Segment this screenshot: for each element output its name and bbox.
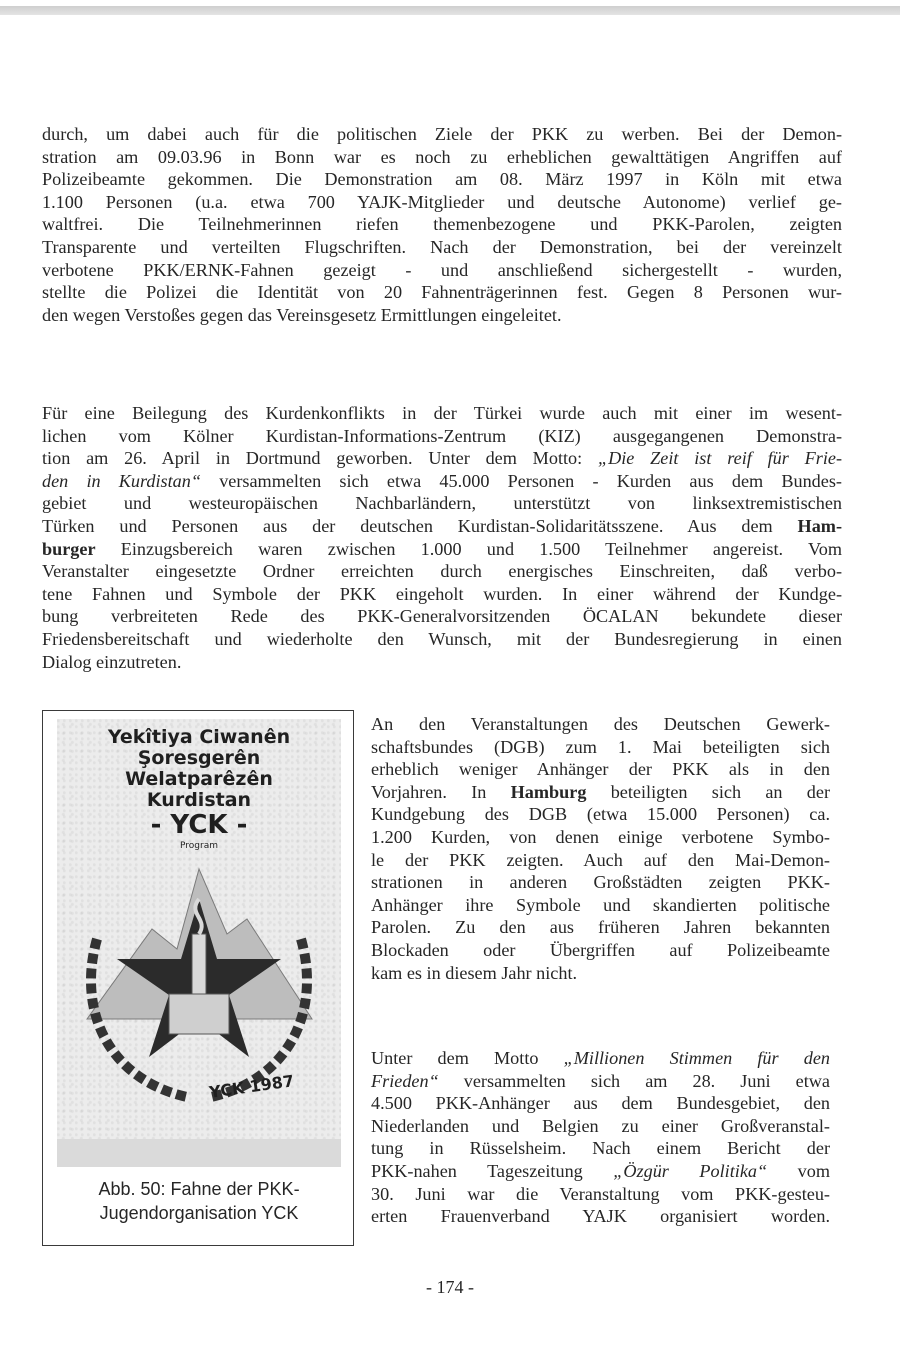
text-line: 30. Juni war die Veranstaltung vom PKK-gesteu- bbox=[371, 1183, 830, 1204]
text-line: kam es in diesem Jahr nicht. bbox=[371, 962, 578, 983]
text-line: tung in Rüsselsheim. Nach einem Bericht der bbox=[371, 1138, 830, 1159]
motto-text: „Millionen Stimmen für den bbox=[563, 1048, 830, 1068]
text-run: Vorjahren. In bbox=[371, 781, 511, 802]
text-line: verbotene PKK/ERNK-Fahnen gezeigt - und anschließend sichergestellt - wurden, bbox=[42, 259, 842, 280]
text-line: Anhänger ihre Symbole und skandierten politische bbox=[371, 894, 830, 915]
text-line: Für eine Beilegung des Kurdenkonflikts in der Türkei wurde auch mit einer im wesent- bbox=[42, 403, 842, 423]
paragraph-demonstrations-cologne bbox=[42, 123, 842, 326]
text-line: le der PKK zeigten. Auch auf den Mai-Demon- bbox=[371, 849, 830, 870]
text-run: vom bbox=[767, 1160, 830, 1181]
poster-line: - YCK - bbox=[150, 810, 248, 840]
text-line: tene Fahnen und Symbole der PKK eingeholt wurden. In einer während der Kundge- bbox=[42, 583, 842, 604]
text-line bbox=[371, 1047, 830, 1070]
text-run: tion am 26. April in Dortmund geworben. Unter dem Motto: bbox=[42, 448, 598, 469]
text-line: bung verbreiteten Rede des PKK-Generalvorsitzenden ÖCALAN bekundete dieser bbox=[42, 606, 842, 627]
text-run: beteiligten sich an der bbox=[586, 781, 831, 802]
text-line: den wegen Verstoßes gegen das Vereinsgesetz Ermittlungen eingeleitet. bbox=[42, 304, 562, 325]
paragraph-may-day bbox=[371, 713, 830, 984]
text-line: stellte die Polizei die Identität von 20 Fahnenträgerinnen fest. Gegen 8 Personen wur- bbox=[42, 282, 842, 303]
motto-text: „Die Zeit ist reif für Frie- bbox=[598, 448, 843, 469]
text-line: Transparente und verteilten Flugschriften. Nach der Demonstration, bei der vereinzelt bbox=[42, 236, 842, 257]
poster-line: Kurdistan bbox=[146, 789, 252, 811]
emphasis-hamburg: burger bbox=[42, 538, 96, 559]
text-line: Blockaden oder Übergriffen auf Polizeibeamte bbox=[371, 939, 830, 960]
text-line: 1.100 Personen (u.a. etwa 700 YAJK-Mitglieder und deutsche Autonome) verlief ge- bbox=[42, 191, 842, 212]
text-line bbox=[42, 538, 842, 561]
text-line bbox=[42, 470, 842, 493]
caption-line: Abb. 50: Fahne der PKK- bbox=[98, 1179, 300, 1199]
text-line: erheblich weniger Anhänger der PKK als in den bbox=[371, 759, 830, 780]
text-line bbox=[371, 1070, 830, 1093]
poster-line: Program bbox=[180, 841, 218, 851]
scan-top-edge bbox=[0, 6, 900, 15]
text-line: Kundgebung des DGB (etwa 15.000 Personen) ca. bbox=[371, 804, 830, 825]
motto-text: Frieden“ bbox=[371, 1070, 439, 1091]
emphasis-hamburg: Ham- bbox=[797, 515, 842, 536]
text-line: 4.500 PKK-Anhänger aus dem Bundesgebiet, den bbox=[371, 1093, 830, 1114]
text-run: Einzugsbereich waren zwischen 1.000 und 1.500 Teilnehmer angereist. Vom bbox=[95, 538, 842, 559]
text-line: gebiet und westeuropäischen Nachbarländern, unterstützt von linksextremistischen bbox=[42, 493, 842, 514]
text-run: versammelten sich etwa 45.000 Personen - Kurden aus dem Bundes- bbox=[201, 470, 842, 491]
text-line bbox=[371, 781, 830, 804]
text-line: Veranstalter eingesetzte Ordner erreichten durch energisches Einschreiten, daß verbo- bbox=[42, 561, 842, 582]
text-line: strationen in anderen Großstädten zeigten PKK- bbox=[371, 872, 830, 893]
text-run: Türken und Personen aus der deutschen Kurdistan-Solidaritätsszene. Aus dem bbox=[42, 515, 798, 536]
yck-poster-image bbox=[57, 719, 341, 1167]
poster-year: YCK 1987 bbox=[208, 1071, 296, 1102]
text-line: Polizeibeamte gekommen. Die Demonstration am 08. März 1997 in Köln mit etwa bbox=[42, 169, 842, 190]
text-line: An den Veranstaltungen des Deutschen Gewerk- bbox=[371, 714, 830, 734]
figure-caption bbox=[51, 1177, 347, 1225]
text-line: waltfrei. Die Teilnehmerinnen riefen themenbezogene und PKK-Parolen, zeigten bbox=[42, 214, 842, 235]
paragraph-dortmund-demonstration bbox=[42, 402, 842, 673]
text-line: stration am 09.03.96 in Bonn war es noch zu erheblichen gewalttätigen Angriffen auf bbox=[42, 146, 842, 167]
text-run: PKK-nahen Tageszeitung bbox=[371, 1160, 614, 1181]
text-line: durch, um dabei auch für die politischen Ziele der PKK zu werben. Bei der Demon- bbox=[42, 124, 842, 144]
text-line: lichen vom Kölner Kurdistan-Informations-Zentrum (KIZ) ausgegangenen Demonstra- bbox=[42, 425, 842, 446]
text-line: 1.200 Kurden, von denen einige verbotene Symbo- bbox=[371, 826, 830, 847]
motto-text: den in Kurdistan“ bbox=[42, 470, 201, 491]
figure-yck-flag bbox=[42, 710, 354, 1246]
text-line: erten Frauenverband YAJK organisiert worden. bbox=[371, 1206, 830, 1227]
text-line bbox=[42, 515, 842, 538]
text-line bbox=[371, 1160, 830, 1183]
text-run: Unter dem Motto bbox=[371, 1048, 564, 1068]
poster-title bbox=[57, 727, 341, 853]
text-line: Parolen. Zu den aus früheren Jahren bekannten bbox=[371, 917, 830, 938]
poster-line: Şoresgerên bbox=[137, 747, 261, 769]
text-line bbox=[42, 447, 842, 470]
text-line: schaftsbundes (DGB) zum 1. Mai beteiligten sich bbox=[371, 736, 830, 757]
emphasis-hamburg: Hamburg bbox=[510, 781, 587, 802]
caption-line: Jugendorganisation YCK bbox=[99, 1203, 299, 1223]
poster-line: Yekîtiya Ciwanên bbox=[107, 726, 291, 748]
text-run: versammelten sich am 28. Juni etwa bbox=[438, 1070, 830, 1091]
newspaper-title: „Özgür Politika“ bbox=[613, 1160, 768, 1181]
text-line: Friedensbereitschaft und wiederholte den Wunsch, mit der Bundesregierung in einen bbox=[42, 628, 842, 649]
poster-line: Welatparêzên bbox=[125, 768, 273, 790]
page-number: - 174 - bbox=[426, 1277, 474, 1297]
text-line: Dialog einzutreten. bbox=[42, 651, 182, 672]
text-line: Niederlanden und Belgien zu einer Großveranstal- bbox=[371, 1115, 830, 1136]
paragraph-ruesselsheim bbox=[371, 1047, 830, 1228]
